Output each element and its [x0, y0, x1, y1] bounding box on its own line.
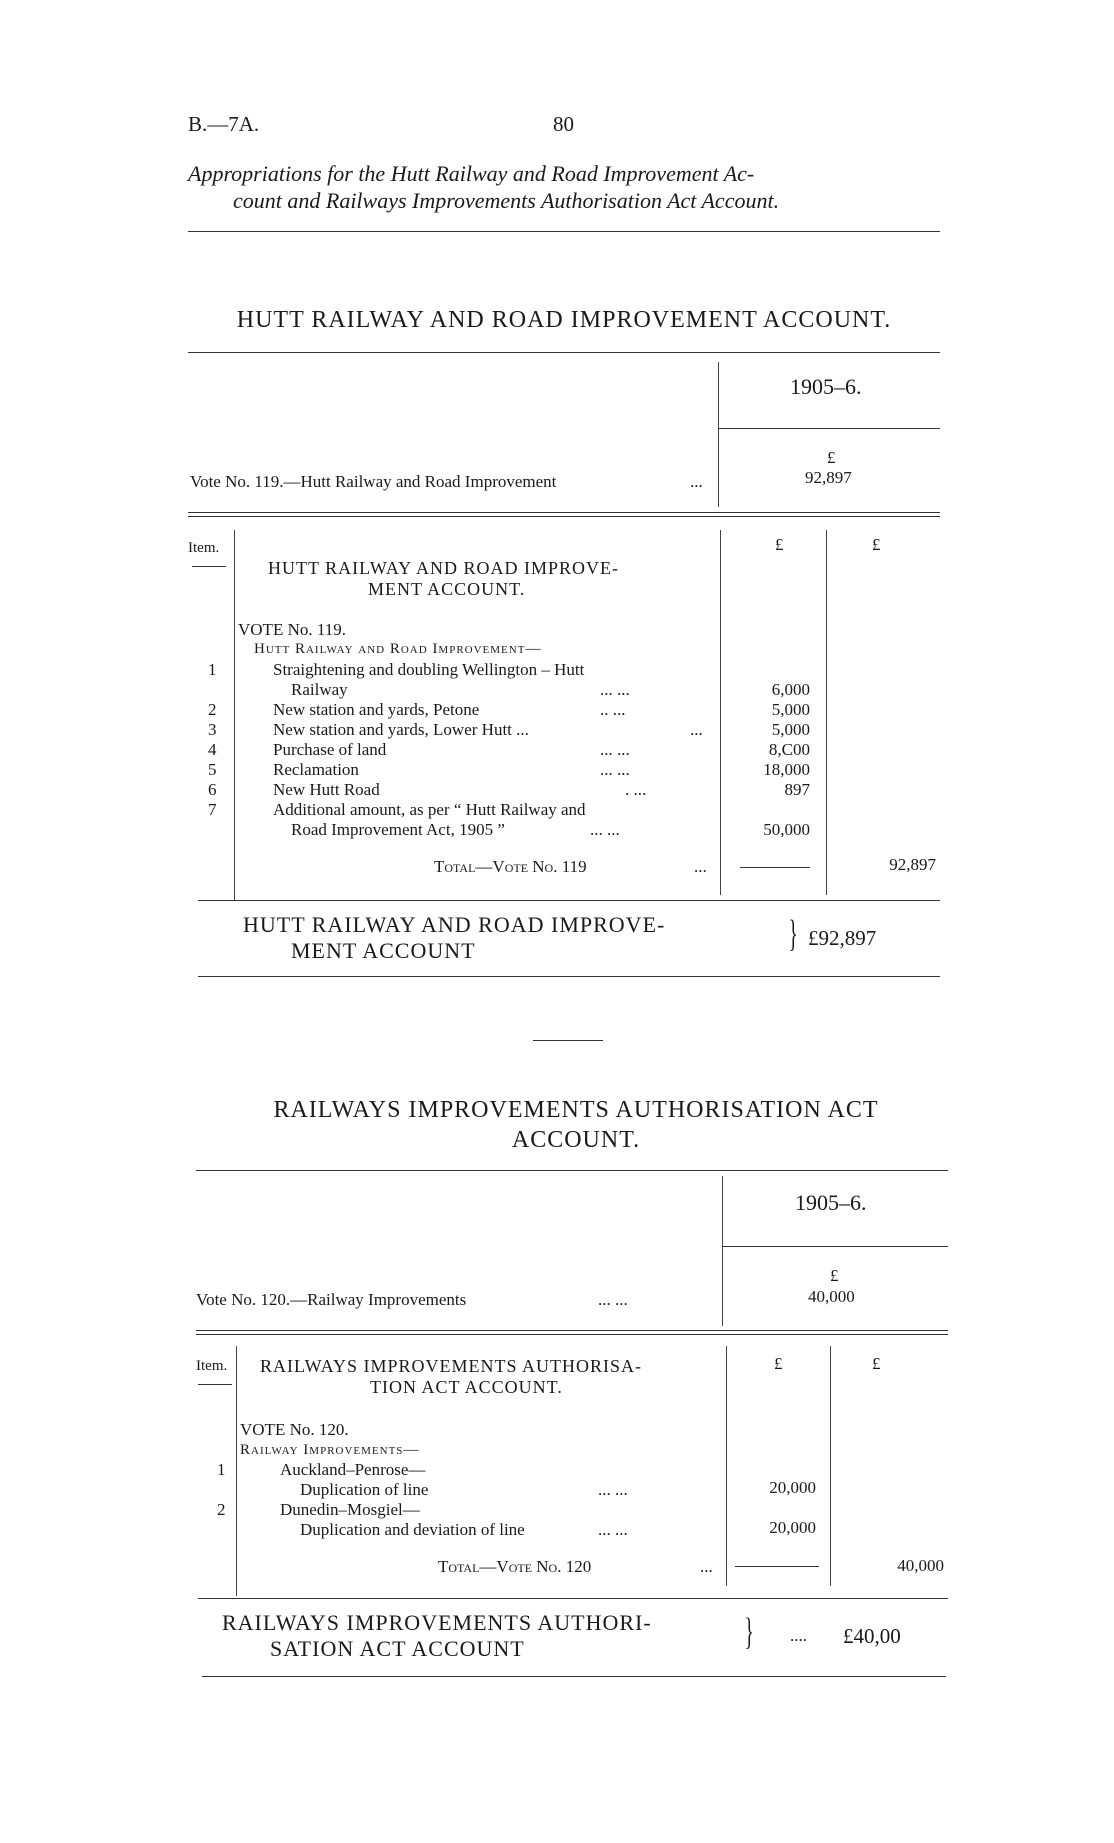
item-amount: 8,C00	[768, 740, 810, 759]
railways-section-heading	[200, 1095, 952, 1155]
item-description: New station and yards, Petone	[273, 700, 480, 719]
railways-account-title-line-1: RAILWAYS IMPROVEMENTS AUTHORISA-	[260, 1356, 643, 1376]
railways-summary-amount: £40,00	[843, 1624, 901, 1648]
page-title-line-2: count and Railways Improvements Authorisation Act Account.	[233, 188, 780, 213]
item-amount: 50,000	[763, 820, 810, 839]
table-rule	[720, 530, 721, 895]
hutt-summary-line-2: MENT ACCOUNT	[291, 938, 476, 963]
table-rule	[718, 362, 719, 507]
divider	[202, 1676, 946, 1677]
divider	[188, 231, 940, 232]
item-description: Reclamation	[273, 760, 359, 779]
hutt-total-label: Total—Vote No. 119	[434, 857, 587, 876]
page-title	[188, 160, 948, 214]
dots: ...	[690, 720, 703, 739]
dots: . ...	[625, 780, 647, 799]
item-amount: 5,000	[771, 700, 810, 719]
hutt-total-amount: 92,897	[889, 855, 936, 874]
divider	[188, 352, 940, 353]
railways-summary-line-1: RAILWAYS IMPROVEMENTS AUTHORI-	[222, 1610, 652, 1635]
item-number: 7	[208, 800, 217, 819]
item-description: Purchase of land	[273, 740, 387, 759]
table-rule	[726, 1346, 727, 1586]
item-number: 4	[208, 740, 217, 759]
dots: ... ...	[598, 1520, 628, 1539]
railways-year: 1905–6.	[795, 1190, 867, 1215]
divider	[722, 1246, 948, 1247]
hutt-vote-number: VOTE No. 119.	[238, 620, 346, 639]
divider	[198, 900, 940, 901]
brace: }	[788, 913, 798, 955]
page-title-line-1: Appropriations for the Hutt Railway and Road Improvement Ac-	[188, 161, 755, 186]
dots: .. ...	[600, 700, 626, 719]
section-separator	[533, 1040, 603, 1041]
divider	[196, 1330, 948, 1331]
total-rule	[740, 867, 810, 868]
dots: ... ...	[600, 680, 630, 699]
item-amount: 5,000	[771, 720, 810, 739]
pound-sign: £	[830, 1266, 839, 1285]
dots: ... ...	[598, 1290, 628, 1309]
table-rule	[236, 1346, 237, 1596]
dots: ...	[694, 857, 707, 876]
dots: ...	[690, 472, 703, 491]
item-number: 2	[217, 1500, 226, 1519]
hutt-summary-amount: £92,897	[808, 926, 877, 950]
hutt-summary-line-1: HUTT RAILWAY AND ROAD IMPROVE-	[243, 912, 666, 937]
item-amount: 18,000	[763, 760, 810, 779]
hutt-account-title-line-1: HUTT RAILWAY AND ROAD IMPROVE-	[268, 558, 620, 578]
item-number: 3	[208, 720, 217, 739]
brace: }	[744, 1611, 754, 1653]
railways-heading-line-2: ACCOUNT.	[511, 1127, 641, 1153]
divider	[188, 512, 940, 513]
railways-vote-line: Vote No. 120.—Railway Improvements	[196, 1290, 467, 1309]
column-pound-sign: £	[872, 535, 881, 554]
hutt-section-heading: HUTT RAILWAY AND ROAD IMPROVEMENT ACCOUNT.	[236, 307, 892, 333]
railways-vote-amount: 40,000	[808, 1287, 855, 1306]
column-pound-sign: £	[774, 1354, 783, 1373]
item-column-header: Item.	[188, 540, 220, 556]
item-description: Additional amount, as per “ Hutt Railway and	[273, 800, 586, 819]
railways-account-title	[260, 1356, 642, 1398]
dots: ... ...	[590, 820, 620, 839]
table-rule	[826, 530, 827, 895]
railways-total-amount: 40,000	[897, 1556, 944, 1575]
item-column-header: Item.	[196, 1358, 228, 1374]
hutt-vote-line: Vote No. 119.—Hutt Railway and Road Improvement	[190, 472, 557, 491]
item-amount: 897	[784, 780, 810, 799]
item-place: Auckland–Penrose—	[280, 1460, 426, 1479]
item-amount: 20,000	[769, 1478, 816, 1497]
railways-total-label: Total—Vote No. 120	[438, 1557, 592, 1576]
hutt-summary-label	[243, 912, 665, 964]
table-rule	[722, 1176, 723, 1326]
item-amount: 20,000	[769, 1518, 816, 1537]
dots: ...	[700, 1557, 713, 1576]
dots: ... ...	[600, 760, 630, 779]
hutt-account-title-line-2: MENT ACCOUNT.	[368, 579, 526, 599]
page-number: 80	[553, 112, 574, 136]
railways-heading-line-1: RAILWAYS IMPROVEMENTS AUTHORISATION ACT	[273, 1097, 879, 1123]
item-description: Duplication of line	[300, 1480, 429, 1499]
item-description: New Hutt Road	[273, 780, 380, 799]
divider	[718, 428, 940, 429]
divider	[198, 976, 940, 977]
divider	[192, 566, 226, 567]
divider	[196, 1334, 948, 1335]
column-pound-sign: £	[872, 1354, 881, 1373]
item-place: Dunedin–Mosgiel—	[280, 1500, 420, 1519]
hutt-account-title	[268, 558, 619, 600]
divider	[188, 516, 940, 517]
railways-summary-label	[222, 1610, 652, 1662]
item-description-cont: Road Improvement Act, 1905 ”	[291, 820, 505, 839]
divider	[198, 1598, 948, 1599]
item-number: 1	[208, 660, 217, 679]
dots: ....	[790, 1626, 807, 1645]
divider	[198, 1384, 232, 1385]
item-number: 1	[217, 1460, 226, 1479]
item-number: 2	[208, 700, 217, 719]
table-rule	[234, 530, 235, 900]
item-amount: 6,000	[771, 680, 810, 699]
item-description: New station and yards, Lower Hutt ...	[273, 720, 529, 739]
railways-account-title-line-2: TION ACT ACCOUNT.	[370, 1377, 563, 1397]
railways-summary-line-2: SATION ACT ACCOUNT	[270, 1636, 525, 1661]
column-pound-sign: £	[775, 535, 784, 554]
railways-subheading: Railway Improvements—	[240, 1442, 420, 1458]
hutt-vote-amount: 92,897	[805, 468, 852, 487]
railways-vote-number: VOTE No. 120.	[240, 1420, 349, 1439]
hutt-subheading: Hutt Railway and Road Improvement—	[254, 641, 542, 657]
hutt-year: 1905–6.	[790, 374, 862, 399]
pound-sign: £	[827, 448, 836, 467]
dots: ... ...	[600, 740, 630, 759]
total-rule	[735, 1566, 819, 1567]
item-description: Duplication and deviation of line	[300, 1520, 525, 1539]
item-description-cont: Railway	[291, 680, 348, 699]
divider	[196, 1170, 948, 1171]
item-number: 5	[208, 760, 217, 779]
dots: ... ...	[598, 1480, 628, 1499]
table-rule	[830, 1346, 831, 1586]
item-number: 6	[208, 780, 217, 799]
page-reference: B.—7A.	[188, 112, 260, 136]
item-description: Straightening and doubling Wellington – Hutt	[273, 660, 585, 679]
